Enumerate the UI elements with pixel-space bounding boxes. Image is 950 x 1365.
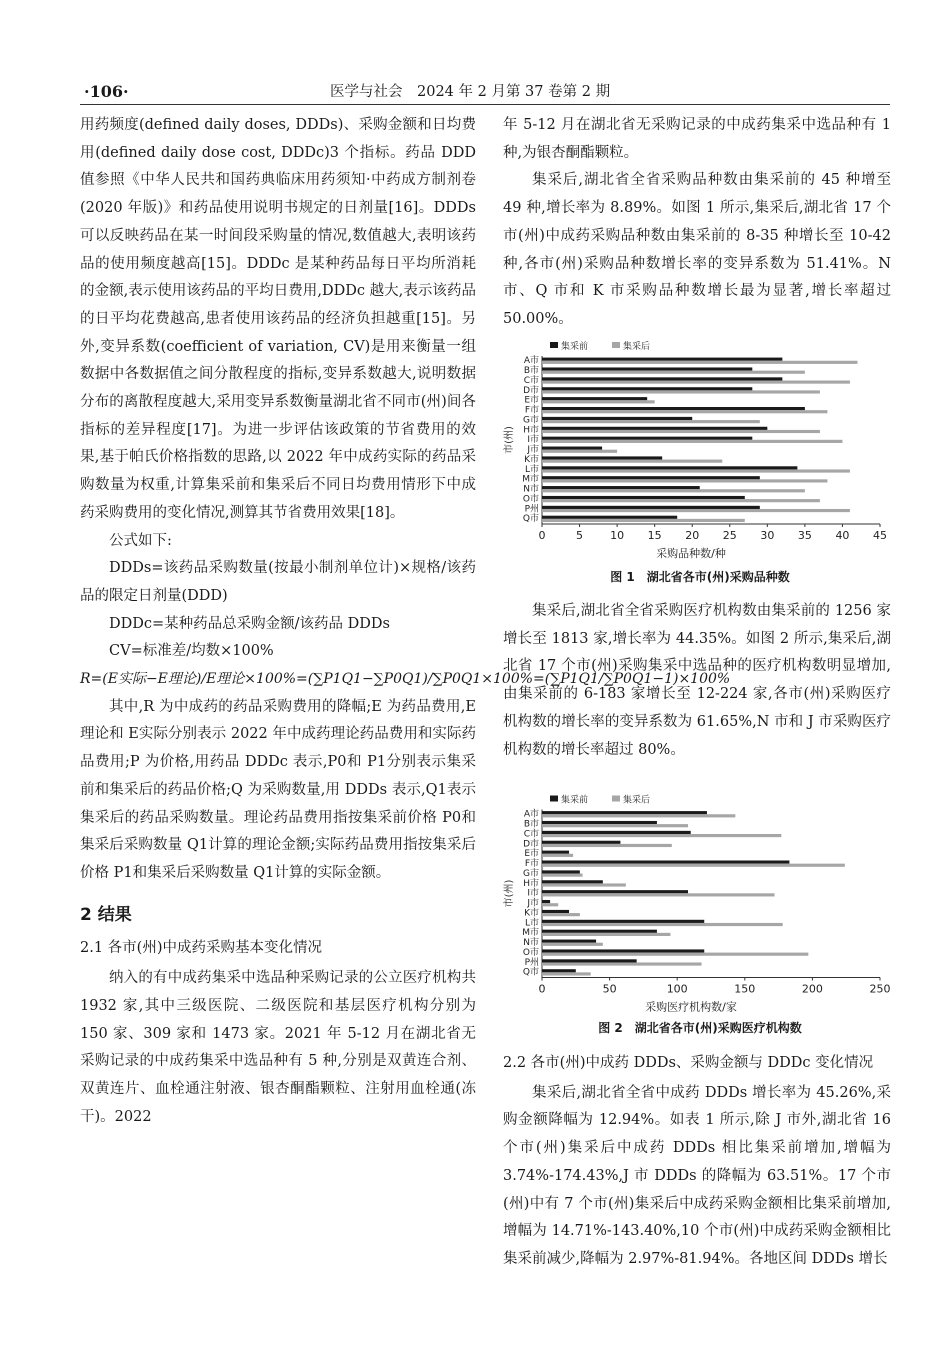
bar-before xyxy=(542,496,745,499)
x-tick-label: 45 xyxy=(873,529,887,542)
x-tick-label: 200 xyxy=(801,982,823,996)
page-number: ·106· xyxy=(84,82,129,101)
bar-before xyxy=(542,367,752,370)
figure-1-caption: 图 1 湖北省各市(州)采购品种数 xyxy=(610,570,790,584)
bar-before xyxy=(542,900,550,903)
bar-before xyxy=(542,821,657,824)
bar-after xyxy=(542,933,670,936)
y-tick-label: I市 xyxy=(527,888,539,899)
section-heading: 2 结果 xyxy=(80,904,132,925)
y-tick-label: N市 xyxy=(523,484,539,495)
x-axis-title: 采购品种数/种 xyxy=(656,547,726,560)
y-tick-label: E市 xyxy=(524,849,539,860)
bar-before xyxy=(542,860,789,863)
y-axis-title: 市(州) xyxy=(504,426,515,454)
y-axis-title: 市(州) xyxy=(504,879,515,908)
bar-after xyxy=(542,864,845,867)
x-tick-label: 250 xyxy=(869,982,891,996)
paragraph: 其中,R 为中成药的药品采购费用的降幅;E 为药品费用,E理论和 E实际分别表示 2022 年中成药理论药品费用和实际药品费用;P 为价格,用药品 DDDc 表示,P0和 P1分别表示集采前和集采后的药品价格;Q 为采购数量,用 DDDs 表示,Q1表示集采后的药品采购数量。理论药品费用指按集采前价格 P0和集采后采购数量 Q1计算的理论金额;实际药品费用指按集采后价格 P1和集采后采购数量 Q1计算的实际金额。 xyxy=(80,698,476,881)
y-tick-label: H市 xyxy=(523,878,539,889)
bar-before xyxy=(542,427,767,430)
y-tick-label: J市 xyxy=(527,445,539,456)
bar-after xyxy=(542,450,617,453)
legend-label: 集采前 xyxy=(561,342,589,352)
bar-before xyxy=(542,447,602,450)
page-header xyxy=(80,70,890,105)
x-tick-label: 15 xyxy=(647,529,662,542)
bar-after xyxy=(542,371,805,374)
paragraph: 集采后,湖北省全省采购医疗机构数由集采前的 1256 家增长至 1813 家,增长率为 44.35%。如图 2 所示,集采后,湖北省 17 个市(州)采购集采中选品种的医疗机构数明显增加,由集采前的 6-183 家增长至 12-224 家,各市(州)采购医疗机构数的增长率的变异系数为 61.65%,N 市和 J 市采购医疗机构数的增长率超过 80%。 xyxy=(503,603,891,758)
bar-after xyxy=(542,440,842,443)
bar-before xyxy=(542,910,569,913)
bar-after xyxy=(542,400,655,403)
y-tick-label: C市 xyxy=(523,829,539,840)
y-tick-label: J市 xyxy=(527,898,539,909)
bar-after xyxy=(542,962,702,965)
y-tick-label: I市 xyxy=(527,435,539,446)
bar-after xyxy=(542,430,820,433)
paragraph: 纳入的有中成药集采中选品种采购记录的公立医疗机构共 1932 家,其中三级医院、二级医院和基层医疗机构分别为 150 家、309 家和 1473 家。2021 年 5-12 月在湖北省无采购记录的中成药集采中选品种有 5 种,分别是双黄连合剂、双黄连片、血栓通注射液、银杏酮酯颗粒、注射用血栓通(冻干)。2022 xyxy=(80,970,476,1125)
y-tick-label: Q市 xyxy=(522,514,539,525)
y-tick-label: F市 xyxy=(524,859,539,870)
y-tick-label: A市 xyxy=(523,809,539,820)
formula-dddc: DDDc=某种药品总采购金额/该药品 DDDs xyxy=(109,615,390,632)
x-tick-label: 30 xyxy=(760,529,775,542)
bar-after xyxy=(542,519,745,522)
y-tick-label: C市 xyxy=(523,375,539,386)
y-tick-label: O市 xyxy=(522,947,539,958)
bar-after xyxy=(542,844,672,847)
subsection-heading: 2.1 各市(州)中成药采购基本变化情况 xyxy=(80,940,322,957)
bar-before xyxy=(542,387,752,390)
legend-swatch xyxy=(612,796,620,802)
right-column xyxy=(503,112,891,334)
x-tick-label: 25 xyxy=(722,529,737,542)
formula-ddds: DDDs=该药品采购数量(按最小制剂单位计)×规格/该药品的限定日剂量(DDD) xyxy=(80,560,476,604)
bar-after xyxy=(542,972,591,975)
y-tick-label: M市 xyxy=(522,474,539,485)
bar-before xyxy=(542,397,647,400)
bar-before xyxy=(542,358,782,361)
journal-info: 医学与社会 2024 年 2 月第 37 卷第 2 期 xyxy=(330,84,611,100)
bar-before xyxy=(542,880,603,883)
bar-before xyxy=(542,486,700,489)
bar-after xyxy=(542,361,857,364)
bar-before xyxy=(542,890,688,893)
legend-swatch xyxy=(550,796,558,802)
bar-before xyxy=(542,870,580,873)
subsection-heading: 2.2 各市(州)中成药 DDDs、采购金额与 DDDc 变化情况 xyxy=(503,1055,874,1071)
bar-before xyxy=(542,437,752,440)
legend-swatch xyxy=(612,342,620,348)
bar-before xyxy=(542,506,760,509)
y-tick-label: B市 xyxy=(523,365,539,376)
paragraph: 用药频度(defined daily doses, DDDs)、采购金额和日均费用(defined daily dose cost, DDDc)3 个指标。药品 DDD 值参照《中华人民共和国药典临床用药须知·中药成方制剂卷(2020 年版)》和药品使用说明书规定的日剂量[16]。DDDs 可以反映药品在某一时间段采购量的情况,数值越大,表明该药品的使用频度越高[15]。DDDc 是某种药品每日平均所消耗的金额,表示使用该药品的平均日费用,DDDc 越大,表示该药品的日平均花费越高,患者使用该药品的经济负担越重[15]。另外,变异系数(coefficient of variation, CV)是用来衡量一组数据中各数据值之间分散程度的指标,变异系数越大,说明数据分布的离散程度越大,采用变异系数衡量湖北省不同市(州)间各指标的差异程度[17]。为进一步评估该政策的节省费用的效果,基于帕氏价格指数的思路,以 2022 年中成药实际的药品采购数量为权重,计算集采前和集采后不同日均费用情形下中成药采购费用的变化情况,测算其节省费用效果[18]。 xyxy=(80,117,476,521)
x-tick-label: 0 xyxy=(538,529,546,542)
y-tick-label: L市 xyxy=(524,918,539,929)
bar-after xyxy=(542,854,573,857)
y-tick-label: D市 xyxy=(523,385,539,396)
bar-after xyxy=(542,824,688,827)
paragraph: 集采后,湖北省全省采购品种数由集采前的 45 种增至 49 种,增长率为 8.89%。如图 1 所示,集采后,湖北省 17 个市(州)中成药采购品种数由集采前的 8-35 种增长至 10-42 种,各市(州)采购品种数增长率的变异系数为 51.41%。N 市、Q 市和 K 市采购品种数增长最为显著,增长率超过 50.00%。 xyxy=(503,172,891,327)
x-tick-label: 150 xyxy=(734,982,756,996)
y-tick-label: Q市 xyxy=(522,967,539,978)
paragraph: 集采后,湖北省全省中成药 DDDs 增长率为 45.26%,采购金额降幅为 12.94%。如表 1 所示,除 J 市外,湖北省 16 个市(州)集采后中成药 DDDs 相比集采前增加,增幅为 3.74%-174.43%,J 市 DDDs 的降幅为 63.51%。17 个市(州)中有 7 个市(州)集采后中成药采购金额相比集采前增加,增幅为 14.71%-143.40%,10 个市(州)中成药采购金额相比集采前减少,降幅为 2.97%-81.94%。各地区间 DDDs 增长 xyxy=(503,1084,891,1267)
bar-after xyxy=(542,893,775,896)
bar-after xyxy=(542,410,827,413)
bar-after xyxy=(542,814,735,817)
legend-label: 集采后 xyxy=(623,342,651,352)
bar-after xyxy=(542,469,850,472)
bar-before xyxy=(542,831,691,834)
bar-after xyxy=(542,390,820,393)
figure-2-caption: 图 2 湖北省各市(州)采购医疗机构数 xyxy=(598,1021,802,1035)
figure-2-chart xyxy=(500,782,900,1045)
bar-before xyxy=(542,940,596,943)
bar-before xyxy=(542,456,662,459)
y-tick-label: P州 xyxy=(524,957,539,968)
bar-before xyxy=(542,407,805,410)
y-tick-label: B市 xyxy=(523,819,539,830)
bar-after xyxy=(542,943,603,946)
figure-1-chart xyxy=(500,330,900,590)
bar-before xyxy=(542,516,677,519)
bar-after xyxy=(542,509,850,512)
y-tick-label: K市 xyxy=(524,908,539,919)
bar-after xyxy=(542,460,722,463)
bar-after xyxy=(542,903,558,906)
bar-before xyxy=(542,417,692,420)
formula-r: R=(E实际−E理论)/E理论×100%=(∑P1Q1−∑P0Q1)/∑P0Q1×100%=(∑P1Q1/∑P0Q1−1)×100% xyxy=(80,671,731,688)
bar-after xyxy=(542,381,850,384)
bar-before xyxy=(542,949,704,952)
y-tick-label: G市 xyxy=(523,415,539,426)
y-tick-label: A市 xyxy=(523,356,539,367)
bar-after xyxy=(542,953,808,956)
x-axis-title: 采购医疗机构数/家 xyxy=(645,1000,737,1014)
bar-after xyxy=(542,874,583,877)
bar-before xyxy=(542,969,576,972)
legend-label: 集采后 xyxy=(623,795,651,806)
x-tick-label: 35 xyxy=(797,529,812,542)
legend-label: 集采前 xyxy=(561,795,589,806)
y-tick-label: G市 xyxy=(523,868,539,879)
bar-after xyxy=(542,834,781,837)
legend-swatch xyxy=(550,342,558,348)
x-tick-label: 20 xyxy=(685,529,700,542)
bar-before xyxy=(542,851,569,854)
bar-before xyxy=(542,959,637,962)
y-tick-label: L市 xyxy=(524,464,539,475)
y-tick-label: H市 xyxy=(523,425,539,436)
bar-after xyxy=(542,489,805,492)
bar-before xyxy=(542,841,620,844)
bar-before xyxy=(542,930,657,933)
bar-after xyxy=(542,913,580,916)
bar-before xyxy=(542,377,782,380)
formula-intro: 公式如下: xyxy=(109,532,172,549)
y-tick-label: N市 xyxy=(523,938,539,949)
right-column-bottom xyxy=(503,1046,891,1274)
bar-after xyxy=(542,479,827,482)
bar-before xyxy=(542,920,704,923)
y-tick-label: F市 xyxy=(524,405,539,416)
y-tick-label: O市 xyxy=(522,494,539,505)
x-tick-label: 40 xyxy=(835,529,850,542)
bar-after xyxy=(542,499,820,502)
x-tick-label: 0 xyxy=(538,982,546,996)
paragraph: 年 5-12 月在湖北省无采购记录的中成药集采中选品种有 1 种,为银杏酮酯颗粒。 xyxy=(503,117,891,161)
x-tick-label: 10 xyxy=(610,529,625,542)
bar-after xyxy=(542,883,626,886)
y-tick-label: P州 xyxy=(524,504,539,515)
bar-after xyxy=(542,420,760,423)
bar-after xyxy=(542,923,783,926)
x-tick-label: 5 xyxy=(576,529,584,542)
right-column-mid xyxy=(503,598,891,764)
y-tick-label: K市 xyxy=(524,454,539,465)
x-tick-label: 100 xyxy=(666,982,688,996)
y-tick-label: M市 xyxy=(522,928,539,939)
bar-before xyxy=(542,466,797,469)
bar-before xyxy=(542,476,760,479)
formula-cv: CV=标准差/均数×100% xyxy=(109,643,274,660)
y-tick-label: D市 xyxy=(523,839,539,850)
x-tick-label: 50 xyxy=(602,982,617,996)
bar-before xyxy=(542,811,707,814)
y-tick-label: E市 xyxy=(524,395,539,406)
